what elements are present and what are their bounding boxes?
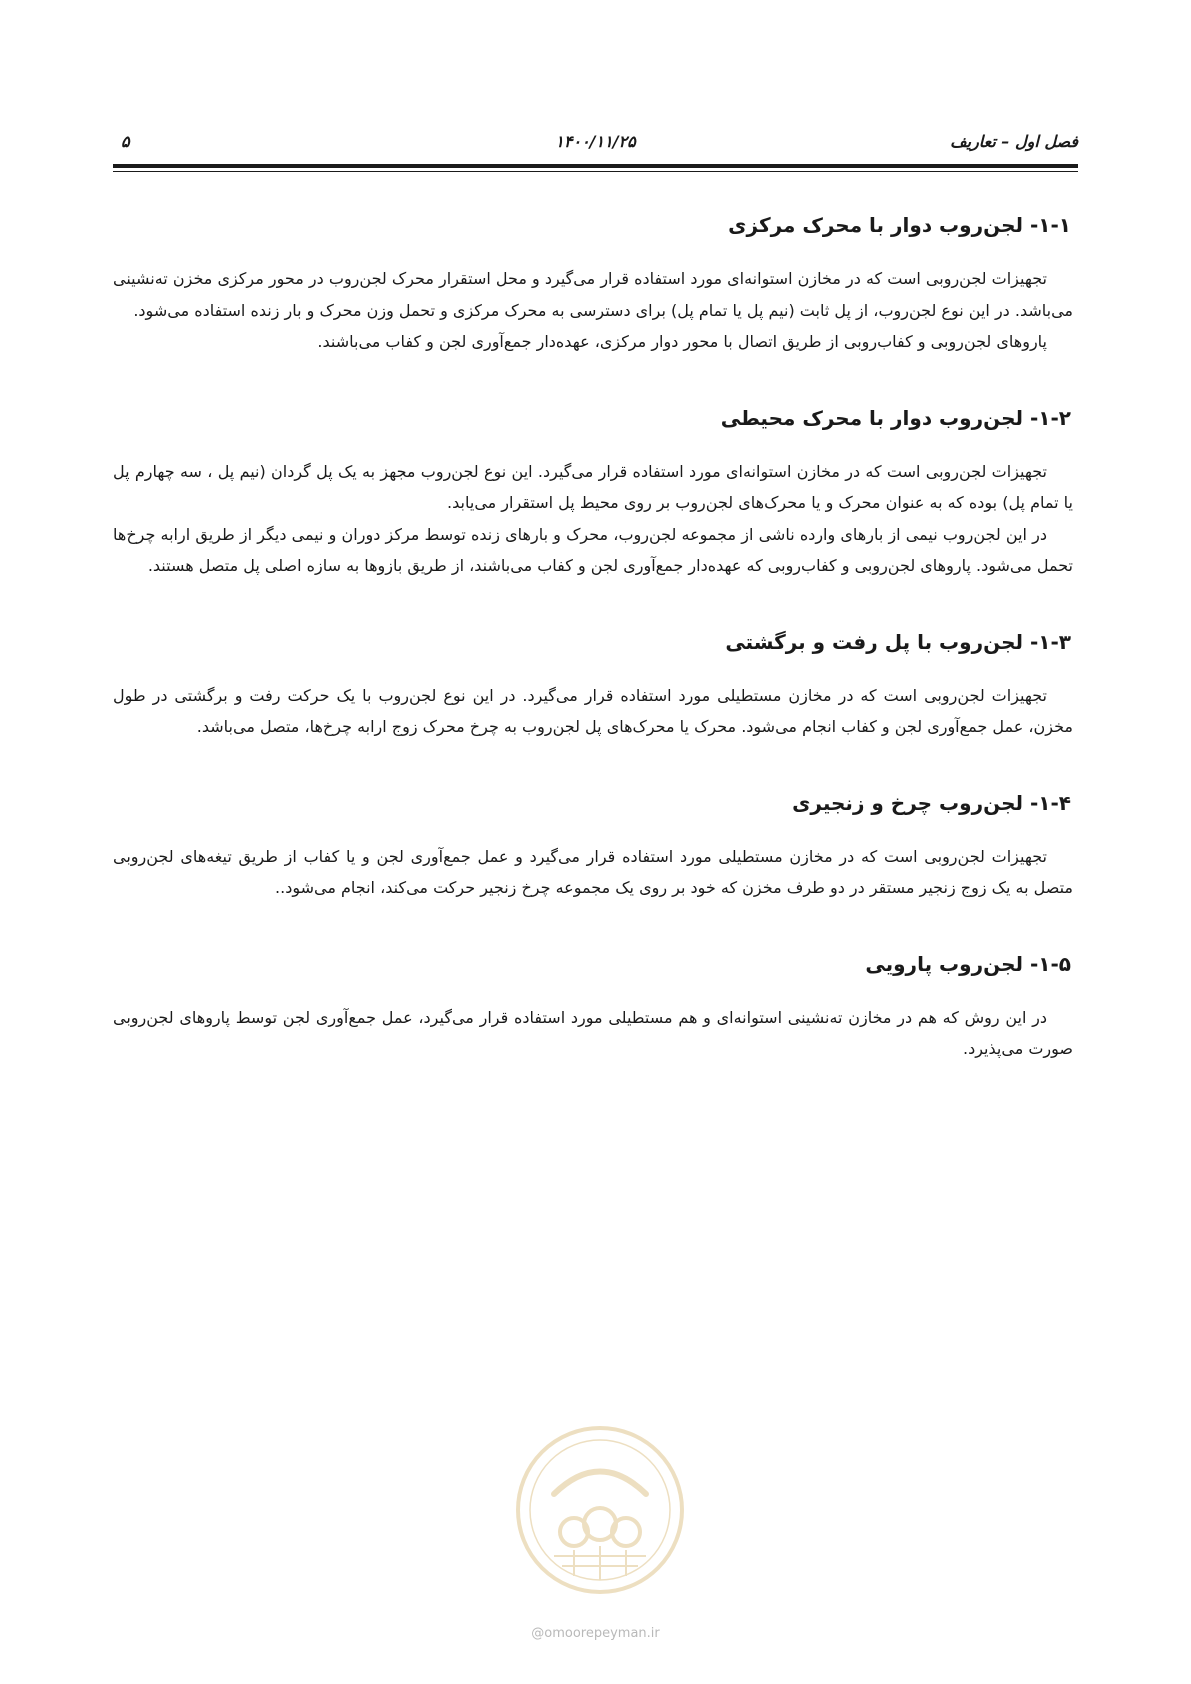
header-date: ۱۴۰۰/۱۱/۲۵	[555, 132, 636, 151]
section-heading: ۱-۴- لجن‌روب چرخ و زنجیری	[792, 790, 1071, 815]
paragraph: در این روش که هم در مخازن ته‌نشینی استوانه‌ای و هم مستطیلی مورد استفاده قرار می‌گیرد، عمل جمع‌آوری لجن توسط پاروهای لجن‌روبی صورت می‌پذیرد.	[113, 1007, 1073, 1058]
watermark-url: @omoorepeyman.ir	[531, 1626, 660, 1641]
paragraph: تجهیزات لجن‌روبی است که در مخازن مستطیلی مورد استفاده قرار می‌گیرد. در این نوع لجن‌روب با یک حرکت رفت و برگشتی در طول مخزن، عمل جمع‌آوری لجن و کفاب انجام می‌شود. محرک یا محرک‌های پل لجن‌روب به چرخ محرک زوج ارابه چرخ‌ها، متصل می‌باشد.	[113, 685, 1073, 736]
header-rule-thick	[113, 164, 1078, 168]
section-heading: ۱-۵- لجن‌روب پارویی	[865, 951, 1071, 976]
page-content	[113, 205, 1073, 1105]
paragraph: تجهیزات لجن‌روبی است که در مخازن استوانه‌ای مورد استفاده قرار می‌گیرد. این نوع لجن‌روب مجهز به یک پل گردان (نیم پل ، سه چهارم پل یا تمام پل) بوده که به عنوان محرک و یا محرک‌های لجن‌روب بر روی محیط پل استقرار می‌یابد.	[113, 461, 1073, 512]
header-rule-thin	[113, 171, 1078, 172]
section-1-4	[113, 783, 1073, 904]
section-heading: ۱-۱- لجن‌روب دوار با محرک مرکزی	[728, 213, 1071, 237]
paragraph: تجهیزات لجن‌روبی است که در مخازن استوانه‌ای مورد استفاده قرار می‌گیرد و محل استقرار محرک لجن‌روب در محور مرکزی مخزن ته‌نشینی می‌باشد. در این نوع لجن‌روب، از پل ثابت (نیم پل یا تمام پل) برای دسترسی به محرک مرکزی و تحمل وزن محرک و بار زنده استفاده می‌شود.	[113, 269, 1073, 320]
paragraph: تجهیزات لجن‌روبی است که در مخازن مستطیلی مورد استفاده قرار می‌گیرد و عمل جمع‌آوری لجن و یا کفاب از طریق تیغه‌های لجن‌روبی متصل به یک زوج زنجیر مستقر در دو طرف مخزن که خود بر روی یک مجموعه چرخ زنجیر حرکت می‌کند، انجام می‌شود..	[113, 846, 1073, 897]
chapter-title: فصل اول – تعاریف	[950, 132, 1078, 151]
watermark-logo-icon	[514, 1424, 686, 1596]
paragraph: در این لجن‌روب نیمی از بارهای وارده ناشی از مجموعه لجن‌روب، محرک و بارهای زنده توسط مرکز دوران و نیمی دیگر از طریق ارابه چرخ‌ها تحمل می‌شود. پاروهای لجن‌روبی و کفاب‌روبی که عهده‌دار جمع‌آوری لجن و کفاب می‌باشند، از طریق بازوها به سازه اصلی پل متصل هستند.	[113, 524, 1073, 575]
section-1-1	[113, 205, 1073, 358]
page-number: ۵	[121, 132, 130, 151]
section-1-2	[113, 398, 1073, 582]
section-heading: ۱-۲- لجن‌روب دوار با محرک محیطی	[720, 405, 1071, 430]
running-header	[113, 128, 1078, 158]
section-1-3	[113, 622, 1073, 743]
section-heading: ۱-۳- لجن‌روب با پل رفت و برگشتی	[725, 629, 1071, 654]
section-1-5	[113, 944, 1073, 1065]
paragraph: پاروهای لجن‌روبی و کفاب‌روبی از طریق اتصال با محور دوار مرکزی، عهده‌دار جمع‌آوری لجن و کفاب می‌باشند.	[317, 332, 1047, 351]
